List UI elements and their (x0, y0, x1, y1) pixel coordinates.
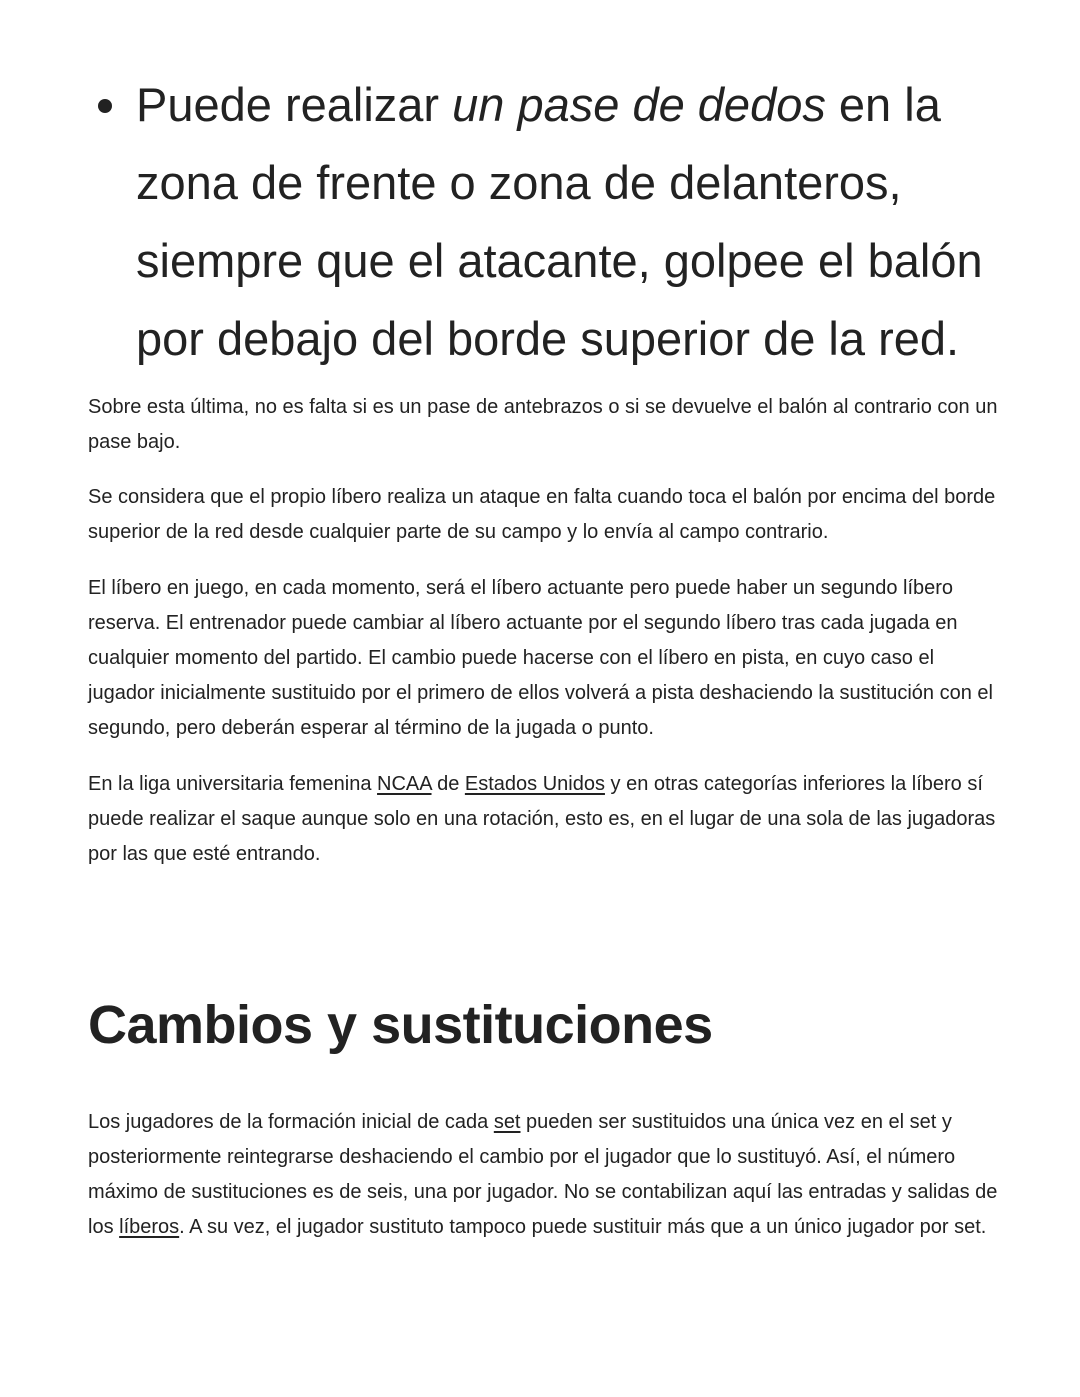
paragraph-sustituciones (88, 1105, 998, 1245)
bullet-dot-icon (98, 99, 112, 113)
paragraph-text: . A su vez, el jugador sustituto tampoco puede sustituir más que a un único jugador por set. (179, 1216, 987, 1238)
link-set[interactable]: set (493, 1111, 521, 1133)
bullet-text-after: en la zona de frente o zona de delanteros, siempre que el atacante, golpee el balón por debajo del borde superior de la red. (136, 78, 983, 365)
paragraph-text: Los jugadores de la formación inicial de cada (88, 1111, 494, 1133)
paragraph-ataque-en-falta: Se considera que el propio líbero realiza un ataque en falta cuando toca el balón por encima del borde superior de la red desde cualquier parte de su campo y lo envía al campo contrario. (88, 486, 996, 543)
paragraph-ncaa (88, 767, 998, 872)
paragraph-text: En la liga universitaria femenina (88, 773, 378, 795)
paragraph-text: de (431, 773, 465, 795)
link-liberos[interactable]: líberos (119, 1216, 180, 1238)
paragraph-pase-antebrazos: Sobre esta última, no es falta si es un pase de antebrazos o si se devuelve el balón al contrario con un pase bajo. (88, 396, 998, 453)
rules-bullet-list (88, 66, 998, 378)
paragraph-text: pueden ser sustituidos una única vez en el set y posteriormente reintegrarse deshaciendo el cambio por el jugador que lo sustituyó. Así, el número máximo de sustituciones es de seis, una por jugador. No se contabilizan aquí las entradas y salidas de los (88, 1111, 998, 1238)
bullet-item-pase-de-dedos (88, 66, 998, 378)
bullet-text-emphasis: un pase de dedos (452, 78, 826, 131)
bullet-text-before: Puede realizar (136, 78, 453, 131)
paragraph-text: y en otras categorías inferiores la líbero sí puede realizar el saque aunque solo en una rotación, esto es, en el lugar de una sola de las jugadoras por las que esté entrando. (88, 773, 996, 865)
section-heading-cambios: Cambios y sustituciones (88, 995, 713, 1055)
link-estados-unidos[interactable]: Estados Unidos (464, 773, 605, 795)
paragraph-libero-reserva: El líbero en juego, en cada momento, será el líbero actuante pero puede haber un segundo líbero reserva. El entrenador puede cambiar al líbero actuante por el segundo líbero tras cada jugada en cualquier momento del partido. El cambio puede hacerse con el líbero en pista, en cuyo caso el jugador inicialmente sustituido por el primero de ellos volverá a pista deshaciendo la sustitución con el segundo, pero deberán esperar al término de la jugada o punto. (88, 577, 993, 739)
link-ncaa[interactable]: NCAA (377, 773, 432, 795)
